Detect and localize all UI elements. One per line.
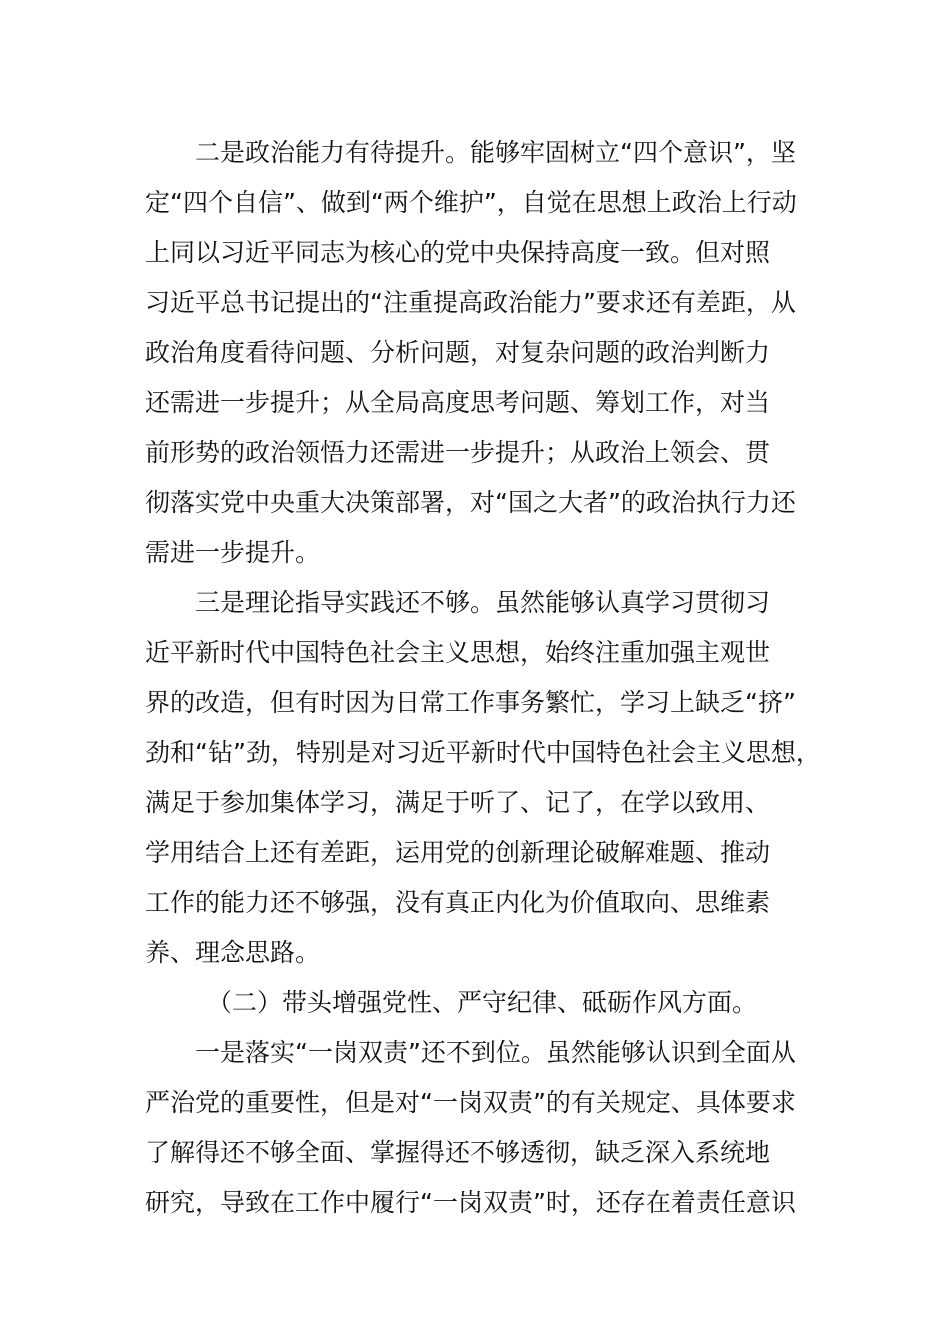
paragraph-political-ability-line: 上同以习近平同志为核心的党中央保持高度一致。但对照 [145, 238, 771, 267]
paragraph-theory-practice-line: 养、理念思路。 [145, 938, 321, 967]
paragraph-responsibility-line: 严治党的重要性，但是对“一岗双责”的有关规定、具体要求 [145, 1088, 796, 1117]
paragraph-theory-practice-line: 学用结合上还有差距，运用党的创新理论破解难题、推动 [145, 838, 771, 867]
paragraph-political-ability-line: 彻落实党中央重大决策部署，对“国之大者”的政治执行力还 [145, 488, 796, 517]
paragraph-political-ability-line: 前形势的政治领悟力还需进一步提升；从政治上领会、贯 [145, 438, 771, 467]
paragraph-responsibility-line: 一是落实“一岗双责”还不到位。虽然能够认识到全面从 [195, 1038, 796, 1067]
paragraph-political-ability-line: 定“四个自信”、做到“两个维护”，自觉在思想上政治上行动 [145, 188, 797, 217]
paragraph-political-ability-line: 还需进一步提升；从全局高度思考问题、筹划工作，对当 [145, 388, 771, 417]
paragraph-theory-practice-line: 近平新时代中国特色社会主义思想，始终注重加强主观世 [145, 638, 771, 667]
paragraph-theory-practice-line: 三是理论指导实践还不够。虽然能够认真学习贯彻习 [195, 588, 771, 617]
paragraph-theory-practice-line: 劲和“钻”劲，特别是对习近平新时代中国特色社会主义思想， [145, 738, 821, 767]
document-body [145, 128, 835, 1228]
paragraph-political-ability-line: 习近平总书记提出的“注重提高政治能力”要求还有差距，从 [145, 288, 796, 317]
paragraph-theory-practice-line: 工作的能力还不够强，没有真正内化为价值取向、思维素 [145, 888, 771, 917]
paragraph-theory-practice-line: 界的改造，但有时因为日常工作事务繁忙，学习上缺乏“挤” [145, 688, 796, 717]
paragraph-political-ability-line: 政治角度看待问题、分析问题，对复杂问题的政治判断力 [145, 338, 771, 367]
paragraph-political-ability-line: 需进一步提升。 [145, 538, 321, 567]
paragraph-responsibility-line: 研究，导致在工作中履行“一岗双责”时，还存在着责任意识 [145, 1188, 796, 1217]
paragraph-political-ability-line: 二是政治能力有待提升。能够牢固树立“四个意识”，坚 [195, 138, 796, 167]
section-heading: （二）带头增强党性、严守纪律、砥砺作风方面。 [207, 988, 758, 1017]
paragraph-responsibility-line: 了解得还不够全面、掌握得还不够透彻，缺乏深入系统地 [145, 1138, 771, 1167]
paragraph-theory-practice-line: 满足于参加集体学习，满足于听了、记了，在学以致用、 [145, 788, 771, 817]
